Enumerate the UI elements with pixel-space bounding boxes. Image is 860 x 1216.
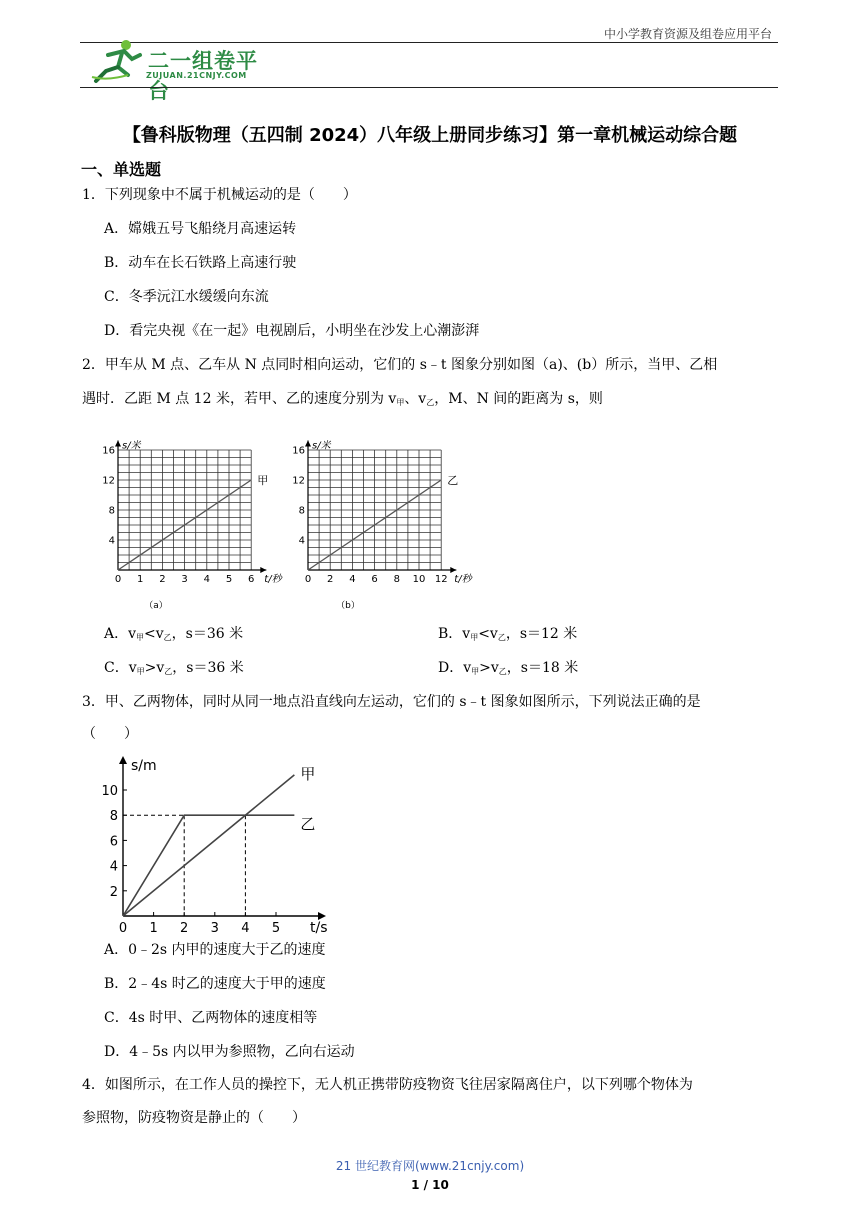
x-tick-label: 0 <box>304 574 312 585</box>
page-title: 【鲁科版物理（五四制 2024）八年级上册同步练习】第一章机械运动综合题 <box>122 125 738 146</box>
chart-b <box>284 418 480 616</box>
chart-q3 <box>96 752 336 936</box>
x-tick-label: 4 <box>349 574 356 585</box>
q3-stem-line2: （ ） <box>82 726 138 742</box>
x-tick-label: 2 <box>159 574 166 585</box>
x-axis-arrow <box>260 567 266 573</box>
y-tick-label: 4 <box>108 535 115 547</box>
q3-option-b[interactable]: B．2﹣4s 时乙的速度大于甲的速度 <box>104 976 326 992</box>
logo-subtitle: ZUJUAN.21CNJY.COM <box>146 71 247 80</box>
x-tick-label: 3 <box>181 574 188 585</box>
q2-stem-part2: 、v <box>404 391 427 407</box>
q2-option-d[interactable]: D．$v_甲>v_乙$，s＝18 米 <box>438 660 579 676</box>
y-tick-label: 12 <box>102 475 115 487</box>
q2-stem-part3: ，M、N 间的距离为 s，则 <box>434 391 603 407</box>
series-line <box>123 815 294 916</box>
y-tick-label: 10 <box>101 784 118 799</box>
chart-a <box>94 418 282 616</box>
series-label: 甲 <box>257 474 269 487</box>
x-tick-label: 5 <box>225 574 233 585</box>
q2-option-c[interactable]: C．$v_甲>v_乙$，s＝36 米 <box>104 660 244 676</box>
y-axis-arrow <box>119 756 127 764</box>
series-label: 甲 <box>300 764 316 783</box>
x-tick-label: 2 <box>180 921 189 936</box>
q3-option-c[interactable]: C．4s 时甲、乙两物体的速度相等 <box>104 1010 318 1026</box>
y-tick-label: 12 <box>292 475 305 487</box>
x-tick-label: 1 <box>149 921 158 936</box>
q2-stem-line2 <box>82 389 782 413</box>
y-axis-label: s/米 <box>122 440 141 452</box>
site-logo <box>88 37 278 103</box>
header-divider-bottom <box>80 87 778 88</box>
x-tick-label: 12 <box>434 574 448 585</box>
q2-option-a[interactable]: A．$v_甲<v_乙$，s＝36 米 <box>104 626 244 642</box>
y-tick-label: 4 <box>298 535 305 547</box>
y-tick-label: 8 <box>298 505 305 517</box>
runner-logo-icon <box>88 37 148 85</box>
chart-caption: （b） <box>336 601 360 611</box>
y-axis-label: s/米 <box>312 440 331 452</box>
q1-option-c[interactable]: C．冬季沅江水缓缓向东流 <box>104 289 269 305</box>
chart-caption: （a） <box>144 601 168 611</box>
logo-title: 二一组卷平台 <box>148 49 258 103</box>
page-number: 1 / 10 <box>411 1178 449 1192</box>
x-tick-label: 1 <box>137 574 144 585</box>
x-tick-label: 0 <box>114 574 122 585</box>
footer-link[interactable]: 21 世纪教育网(www.21cnjy.com) <box>335 1159 525 1173</box>
y-tick-label: 4 <box>109 859 118 875</box>
q3-stem-line1: 3．甲、乙两物体，同时从同一地点沿直线向左运动，它们的 s﹣t 图象如图所示，下列说法正确的是 <box>82 694 701 710</box>
x-tick-label: 4 <box>241 921 250 936</box>
q4-stem-line2: 参照物，防疫物资是静止的（ ） <box>82 1110 306 1126</box>
y-axis-label: s/m <box>131 758 157 774</box>
q3-option-d[interactable]: D．4﹣5s 内以甲为参照物，乙向右运动 <box>104 1044 355 1060</box>
x-tick-label: 8 <box>393 574 400 585</box>
y-axis-arrow <box>305 441 311 447</box>
y-axis-arrow <box>115 441 121 447</box>
y-tick-label: 2 <box>109 884 118 900</box>
series-label: 乙 <box>447 474 459 487</box>
x-axis-arrow <box>318 912 326 920</box>
q1-stem: 1．下列现象中不属于机械运动的是（ ） <box>82 187 357 203</box>
q1-option-a[interactable]: A．嫦娥五号飞船绕月高速运转 <box>104 221 297 237</box>
q2-stem-line1: 2．甲车从 M 点、乙车从 N 点同时相向运动，它们的 s﹣t 图象分别如图（a)、(b）所示，当甲、乙相 <box>82 357 718 373</box>
series-label: 乙 <box>300 815 316 834</box>
x-tick-label: 10 <box>412 574 426 585</box>
sub-yi: 乙 <box>426 398 435 407</box>
y-tick-label: 16 <box>102 445 115 457</box>
q3-option-a[interactable]: A．0﹣2s 内甲的速度大于乙的速度 <box>104 942 326 958</box>
x-tick-label: 6 <box>371 574 378 585</box>
x-axis-label: t/s <box>310 920 328 936</box>
x-tick-label: 2 <box>327 574 334 585</box>
section-heading: 一、单选题 <box>81 160 162 179</box>
series-line <box>123 775 294 916</box>
y-tick-label: 8 <box>108 505 115 517</box>
q1-option-b[interactable]: B．动车在长石铁路上高速行驶 <box>104 255 297 271</box>
x-tick-label: 3 <box>210 921 219 936</box>
x-tick-label: 4 <box>203 574 210 585</box>
q4-stem-line1: 4．如图所示，在工作人员的操控下，无人机正携带防疫物资飞往居家隔离住户，以下列哪个物体为 <box>82 1077 693 1093</box>
q1-option-d[interactable]: D．看完央视《在一起》电视剧后，小明坐在沙发上心潮澎湃 <box>104 323 480 339</box>
x-axis-arrow <box>450 567 456 573</box>
y-tick-label: 8 <box>109 809 118 825</box>
x-axis-label: t/秒 <box>264 574 282 585</box>
platform-name: 中小学教育资源及组卷应用平台 <box>603 27 772 41</box>
x-tick-label: 0 <box>118 921 128 936</box>
x-tick-label: 5 <box>271 921 281 936</box>
x-tick-label: 6 <box>248 574 255 585</box>
y-tick-label: 16 <box>292 445 305 457</box>
q2-stem-part1: 遇时．乙距 M 点 12 米，若甲、乙的速度分别为 v <box>82 391 397 407</box>
sub-jia: 甲 <box>396 398 405 407</box>
q2-option-b[interactable]: B．$v_甲<v_乙$，s＝12 米 <box>438 626 578 642</box>
y-tick-label: 6 <box>109 834 118 850</box>
x-axis-label: t/秒 <box>454 574 472 585</box>
